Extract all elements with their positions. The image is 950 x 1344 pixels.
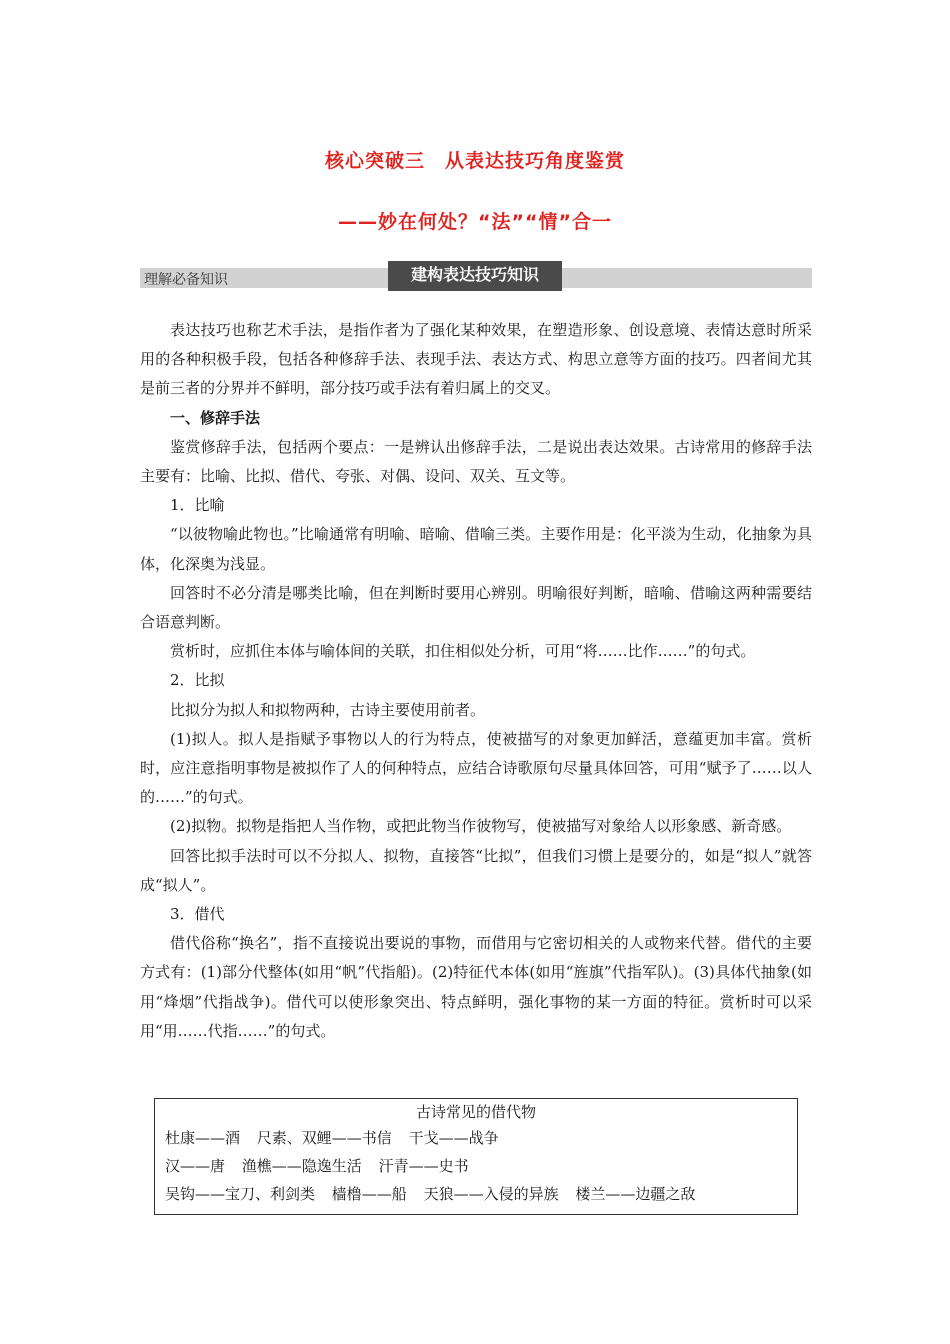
box-item: 吴钩——宝刀、利剑类: [165, 1185, 316, 1203]
paragraph: 借代俗称“换名”，指不直接说出要说的事物，而借用与它密切相关的人或物来代替。借代的主要方式有：(1)部分代整体(如用“帆”代指船)。(2)特征代本体(如用“旌旗”代指军队)。(3)具体代抽象(如用“烽烟”代指战争)。借代可以使形象突出、特点鲜明，强化事物的某一方面的特征。赏析时可以采用“用……代指……”的句式。: [140, 934, 812, 1040]
box-row: [165, 1127, 511, 1148]
page-subtitle: ——妙在何处？“法”“情”合一: [338, 211, 612, 233]
paragraph: 回答时不必分清是哪类比喻，但在判断时要用心辨别。明喻很好判断，暗喻、借喻这两种需要结合语意判断。: [140, 583, 812, 632]
section-label: 理解必备知识: [144, 272, 228, 288]
section-tab: 建构表达技巧知识: [388, 261, 562, 291]
paragraph: 比拟分为拟人和拟物两种，古诗主要使用前者。: [170, 700, 486, 719]
paragraph: 赏析时，应抓住本体与喻体间的关联，扣住相似处分析，可用“将……比作……”的句式。: [170, 642, 756, 661]
box-item: 天狼——入侵的异族: [423, 1185, 559, 1203]
box-row: [165, 1183, 707, 1204]
box-item: 楼兰——边疆之敌: [575, 1185, 696, 1203]
paragraph: (1)拟人。拟人是指赋予事物以人的行为特点，使被描写的对象更加鲜活，意蕴更加丰富。赏析时，应注意指明事物是被拟作了人的何种特点，应结合诗歌原句尽量具体回答，可用“赋予了……以人的……”的句式。: [140, 729, 812, 807]
paragraph: 回答比拟手法时可以不分拟人、拟物，直接答“比拟”，但我们习惯上是要分的，如是“拟人”就答成“拟人”。: [140, 846, 812, 894]
box-item: 樯橹——船: [331, 1185, 407, 1203]
subheading: 3．借代: [170, 905, 225, 924]
box-item: 干戈——战争: [408, 1129, 499, 1147]
section-heading: 一、修辞手法: [170, 408, 261, 427]
paragraph: 鉴赏修辞手法，包括两个要点：一是辨认出修辞手法，二是说出表达效果。古诗常用的修辞手法主要有：比喻、比拟、借代、夸张、对偶、设问、双关、互文等。: [140, 437, 812, 486]
box-item: 杜康——酒: [165, 1129, 241, 1147]
box-item: 汉——唐: [165, 1157, 226, 1175]
metonymy-box: [154, 1098, 798, 1215]
subheading: 2．比拟: [170, 671, 225, 690]
section-bar: [140, 265, 812, 288]
page-title: 核心突破三 从表达技巧角度鉴赏: [324, 150, 625, 172]
subheading: 1．比喻: [170, 496, 225, 515]
box-row: [165, 1155, 481, 1176]
paragraph: (2)拟物。拟物是指把人当作物，或把此物当作彼物写，使被描写对象给人以形象感、新奇感。: [170, 817, 792, 836]
box-item: 尺素、双鲤——书信: [256, 1129, 392, 1147]
intro-paragraph: 表达技巧也称艺术手法，是指作者为了强化某种效果，在塑造形象、创设意境、表情达意时所采用的各种积极手段，包括各种修辞手法、表现手法、表达方式、构思立意等方面的技巧。四者间尤其是前三者的分界并不鲜明，部分技巧或手法有着归属上的交叉。: [140, 321, 812, 398]
paragraph: “以彼物喻此物也。”比喻通常有明喻、暗喻、借喻三类。主要作用是：化平淡为生动，化抽象为具体，化深奥为浅显。: [140, 525, 812, 573]
box-item: 汗青——史书: [378, 1157, 469, 1175]
box-item: 渔樵——隐逸生活: [241, 1157, 362, 1175]
box-title: 古诗常见的借代物: [415, 1103, 536, 1121]
main-content: [140, 316, 812, 1046]
